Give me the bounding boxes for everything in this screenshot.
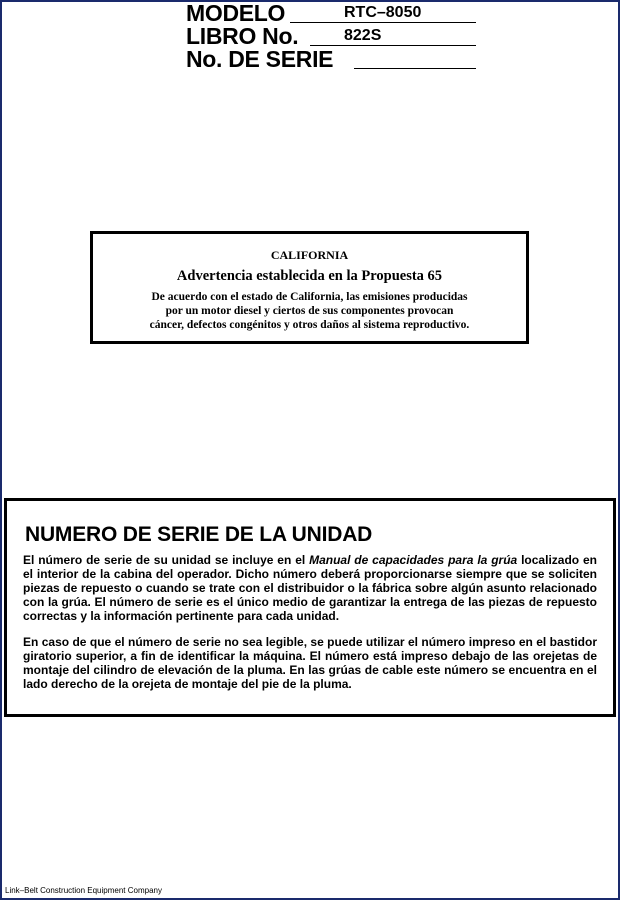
modelo-label: MODELO <box>186 0 286 26</box>
document-header <box>186 2 486 71</box>
footer-company: Link–Belt Construction Equipment Company <box>5 886 162 895</box>
serial-paragraph-1 <box>23 553 597 623</box>
para1-end: localizado en el interior de la cabina del operador. Dicho número deberá proporcionarse siempre que se soliciten piezas de repuesto o cuando se trate con el distribuidor o la fábrica sobre algún asunto relacionado con la grúa. El número de serie es el único medio de garantizar la entrega de las piezas de repuesto correctas y la información pertinente para cada unidad. <box>23 553 597 623</box>
serial-number-section <box>4 498 616 717</box>
serial-paragraph-2: En caso de que el número de serie no sea legible, se puede utilizar el número impreso en el bastidor giratorio superior, a fin de identificar la máquina. El número está impreso debajo de las orejetas de montaje del cilindro de elevación de la pluma. En las grúas de cable este número se encuentra en el lado derecho de la orejeta de montaje del pie de la pluma. <box>23 635 597 691</box>
warning-line-1: De acuerdo con el estado de California, las emisiones producidas <box>151 291 468 303</box>
serie-underline <box>354 48 476 69</box>
para1-italic: Manual de capacidades para la grúa <box>309 553 518 567</box>
serial-section-title: NUMERO DE SERIE DE LA UNIDAD <box>25 523 373 546</box>
para1-start: El número de serie de su unidad se incluye en el <box>23 553 310 567</box>
warning-line-2: por un motor diesel y ciertos de sus componentes provocan <box>165 305 454 317</box>
serie-label: No. DE SERIE <box>186 46 334 72</box>
warning-body <box>93 290 526 332</box>
libro-value: 822S <box>344 27 382 44</box>
serie-row <box>186 48 486 71</box>
libro-underline <box>310 25 476 46</box>
warning-title: Advertencia establecida en la Propuesta 65 <box>176 268 443 284</box>
warning-line-3: cáncer, defectos congénitos y otros daños al sistema reproductivo. <box>149 319 470 331</box>
prop65-warning-box <box>90 231 529 344</box>
libro-label: LIBRO No. <box>186 23 299 49</box>
modelo-value: RTC–8050 <box>344 4 422 21</box>
modelo-row <box>186 2 486 25</box>
warning-heading: CALIFORNIA <box>270 248 349 262</box>
libro-row <box>186 25 486 48</box>
